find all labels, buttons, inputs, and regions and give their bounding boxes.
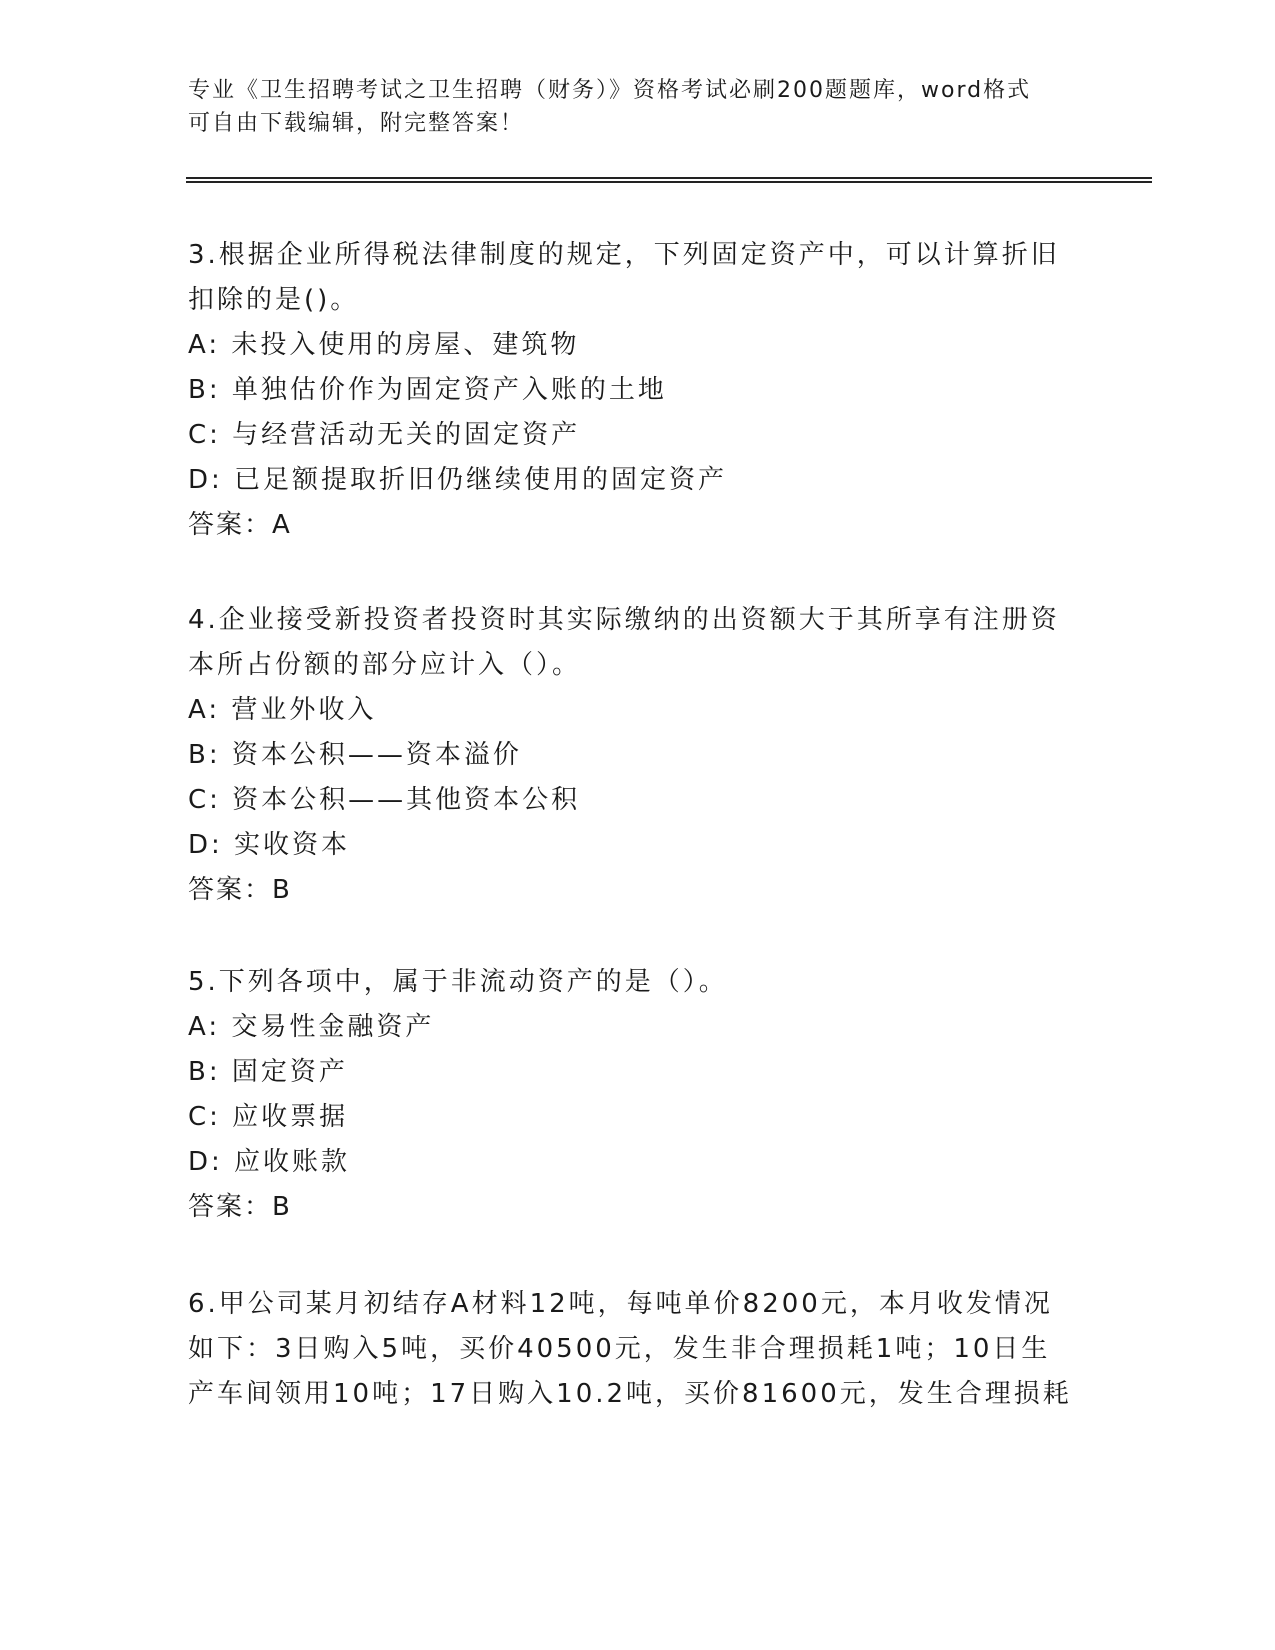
- question-6: [188, 1282, 1088, 1417]
- answer: 答案：B: [188, 1192, 292, 1222]
- question-5: [188, 960, 1088, 1230]
- option-c: C: 应收票据: [188, 1102, 349, 1132]
- option-a: A: 营业外收入: [188, 695, 377, 725]
- answer: 答案：B: [188, 875, 292, 905]
- question-stem-line: 3.根据企业所得税法律制度的规定，下列固定资产中，可以计算折旧: [188, 240, 1060, 270]
- question-stem-line: 4.企业接受新投资者投资时其实际缴纳的出资额大于其所享有注册资: [188, 605, 1060, 635]
- option-a: A: 交易性金融资产: [188, 1012, 435, 1042]
- option-d: D: 已足额提取折旧仍继续使用的固定资产: [188, 465, 728, 495]
- option-d: D: 应收账款: [188, 1147, 351, 1177]
- option-d: D: 实收资本: [188, 830, 351, 860]
- question-4: [188, 598, 1088, 913]
- answer: 答案：A: [188, 510, 292, 540]
- header-line-2: 可自由下载编辑，附完整答案！: [188, 111, 525, 136]
- question-stem-line: 6.甲公司某月初结存A材料12吨，每吨单价8200元，本月收发情况: [188, 1289, 1053, 1319]
- question-stem-line: 5.下列各项中，属于非流动资产的是（）。: [188, 967, 728, 997]
- option-b: B: 资本公积——资本溢价: [188, 740, 522, 770]
- question-stem-line: 产车间领用10吨；17日购入10.2吨，买价81600元，发生合理损耗: [188, 1379, 1072, 1409]
- option-a: A: 未投入使用的房屋、建筑物: [188, 330, 580, 360]
- option-b: B: 固定资产: [188, 1057, 348, 1087]
- question-stem-line: 扣除的是()。: [188, 285, 360, 315]
- option-c: C: 与经营活动无关的固定资产: [188, 420, 581, 450]
- header-line-1: 专业《卫生招聘考试之卫生招聘（财务）》资格考试必刷200题题库，word格式: [188, 78, 1032, 103]
- document-header: [188, 74, 1068, 140]
- question-stem-line: 如下：3日购入5吨，买价40500元，发生非合理损耗1吨；10日生: [188, 1334, 1051, 1364]
- header-divider: [186, 177, 1152, 183]
- question-stem-line: 本所占份额的部分应计入（）。: [188, 650, 582, 680]
- option-c: C: 资本公积——其他资本公积: [188, 785, 581, 815]
- option-b: B: 单独估价作为固定资产入账的土地: [188, 375, 667, 405]
- question-3: [188, 233, 1088, 548]
